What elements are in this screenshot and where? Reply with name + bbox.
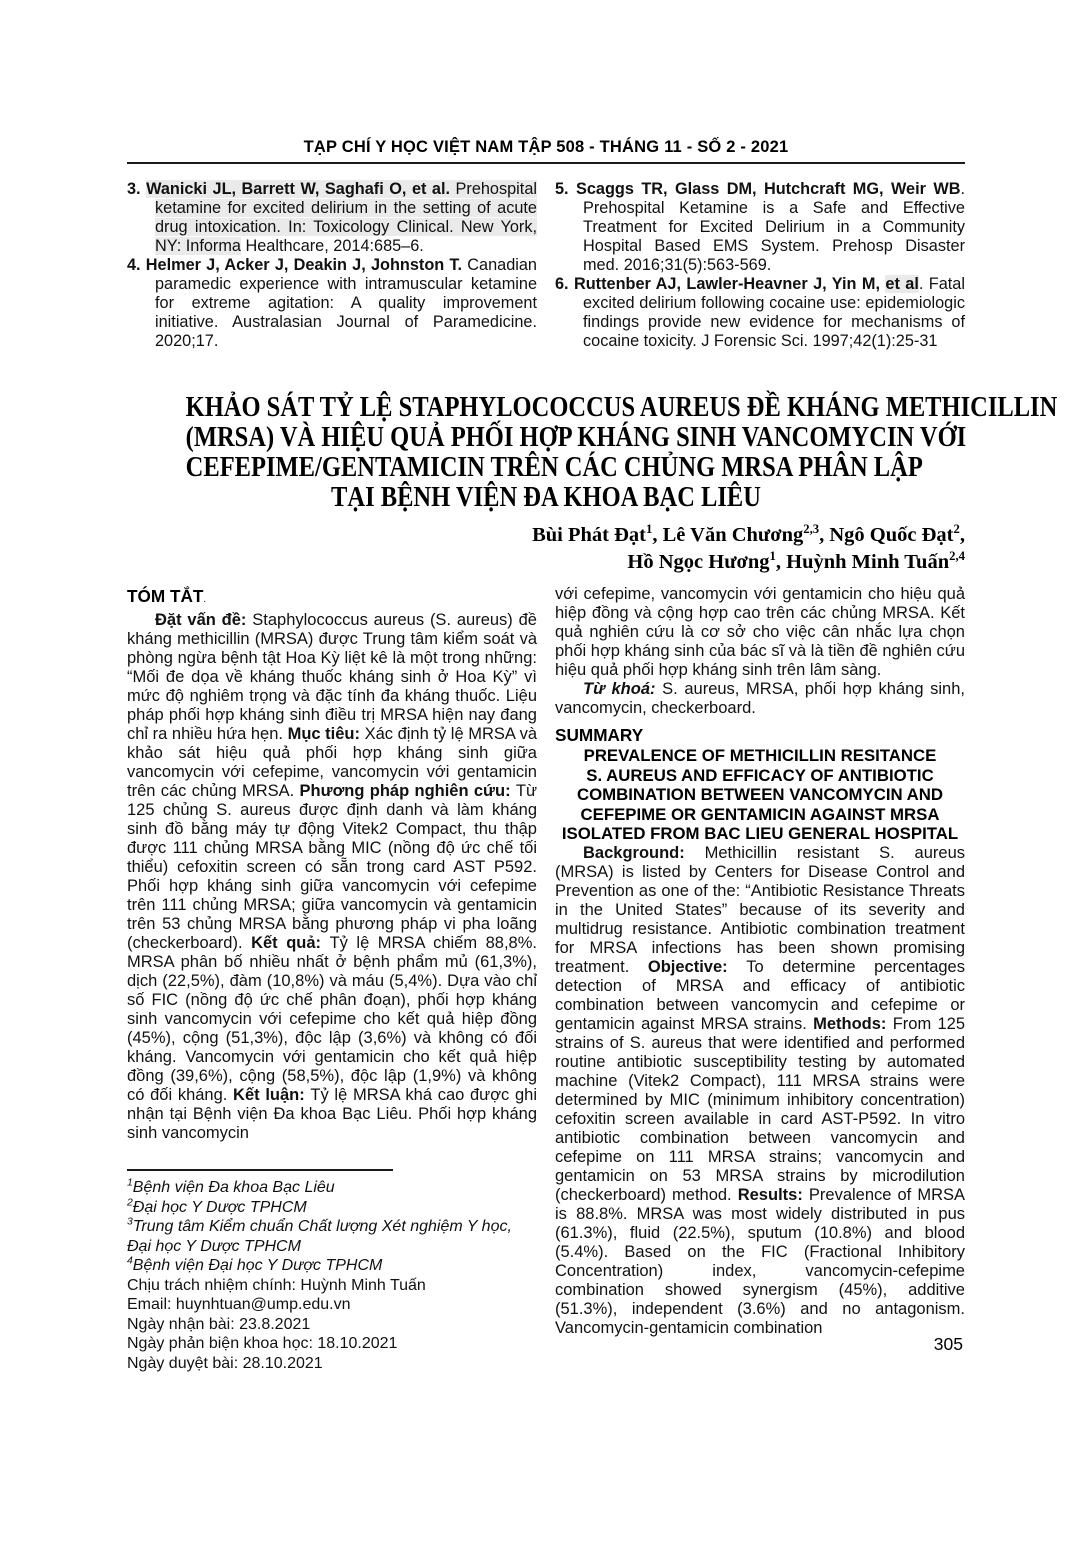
- text-segment: Background:: [583, 843, 705, 862]
- title-line: PREVALENCE OF METHICILLIN RESITANCE: [583, 746, 937, 765]
- abstract-paragraph: [127, 611, 537, 1143]
- footnote-line: [127, 1198, 537, 1218]
- author-line-1: [127, 522, 965, 549]
- summary-heading: SUMMARY: [555, 725, 644, 745]
- text-segment: Prehospital ketamine for excited delirium in the setting of acute drug intoxication. In: Toxicology Clinical. New York, NY: Informa: [155, 180, 537, 255]
- title-line: KHẢO SÁT TỶ LỆ STAPHYLOCOCCUS AUREUS ĐỀ KHÁNG METHICILLIN: [185, 392, 1058, 423]
- text-segment: Kết luận:: [233, 1086, 311, 1104]
- text-segment: Đặt vấn đề:: [155, 611, 253, 629]
- footnote-line: [127, 1276, 537, 1296]
- text-segment: Kết quả:: [251, 934, 330, 952]
- title-line: CEFEPIME OR GENTAMICIN AGAINST MRSA: [580, 804, 940, 824]
- text-segment: . Fatal excited delirium following cocaine use: epidemiologic findings provide new evidence for mechanisms of cocaine toxicity. J Forensic Sci. 1997;42(1):25-31: [583, 275, 965, 350]
- title-line: ISOLATED FROM BAC LIEU GENERAL HOSPITAL: [561, 824, 959, 843]
- text-segment: với cefepime, vancomycin với gentamicin cho hiệu quả hiệp đồng và cộng hợp cao trên các chủng MRSA. Kết quả nghiên cứu là cơ sở cho việc cân nhắc lựa chọn phối hợp kháng sinh của bác sĩ và là tiền đề nghiên cứu hiệu quả phối hợp kháng sinh trên lâm sàng.: [555, 585, 965, 679]
- abstract-heading-mark: .: [203, 594, 207, 605]
- footnote-line: [127, 1354, 537, 1374]
- text-segment: 2: [953, 522, 960, 537]
- text-segment: Từ khoá:: [583, 680, 663, 698]
- text-segment: Phương pháp nghiên cứu:: [299, 782, 516, 800]
- text-segment: Ngày nhận bài: 23.8.2021: [127, 1315, 311, 1333]
- text-segment: Ngày phản biện khoa học: 18.10.2021: [127, 1335, 398, 1352]
- footnote-line: [127, 1256, 537, 1276]
- body-left-column: [127, 585, 537, 1373]
- text-segment: . Prehospital Ketamine is a Safe and Effective Treatment for Excited Delirium in a Community Hospital Based EMS System. Prehosp Disaster med. 2016;31(5):563-569.: [583, 180, 966, 274]
- footnote-line: [127, 1178, 537, 1198]
- reference-number: 3.: [127, 180, 147, 198]
- text-segment: Scaggs TR, Glass DM, Hutchcraft MG, Weir WB: [576, 180, 961, 198]
- article-title: [127, 392, 1058, 513]
- reference-number: 5.: [555, 180, 576, 198]
- journal-header: [127, 138, 965, 164]
- article-body: [127, 585, 965, 1373]
- reference-item: [555, 275, 965, 351]
- references-left-column: [127, 180, 537, 351]
- text-segment: Ngày duyệt bài: 28.10.2021: [127, 1354, 323, 1372]
- text-segment: ,: [959, 524, 965, 546]
- reference-number: 4.: [127, 256, 146, 274]
- text-segment: Đại học Y Dược TPHCM: [132, 1198, 307, 1216]
- reference-item: [555, 180, 965, 275]
- title-line: (MRSA) VÀ HIỆU QUẢ PHỐI HỢP KHÁNG SINH VANCOMYCIN VỚI: [185, 422, 967, 453]
- footnote-line: [127, 1217, 537, 1256]
- text-segment: Wanicki JL, Barrett W, Saghafi O, et al.: [146, 180, 451, 198]
- text-segment: 2: [127, 1197, 133, 1209]
- journal-header-text: TẠP CHÍ Y HỌC VIỆT NAM TẬP 508 - THÁNG 11 - SỐ 2 - 2021: [303, 138, 789, 156]
- text-segment: et al: [885, 275, 919, 293]
- footnote-divider: [127, 1169, 393, 1171]
- text-segment: Tỷ lệ MRSA khá cao được ghi nhận tại Bệnh viện Đa khoa Bạc Liêu. Phối hợp kháng sinh vancomycin: [127, 1086, 537, 1142]
- text-segment: Results:: [737, 1185, 809, 1204]
- text-segment: , Ngô Quốc Đạt: [819, 524, 954, 546]
- text-segment: S. aureus, MRSA, phối hợp kháng sinh, vancomycin, checkerboard.: [555, 680, 965, 717]
- text-segment: Bệnh viện Đại học Y Dược TPHCM: [132, 1257, 383, 1274]
- keywords-paragraph: [555, 680, 965, 718]
- text-segment: 2,4: [949, 549, 965, 564]
- text-segment: Tỷ lệ MRSA chiếm 88,8%. MRSA phân bố nhiều nhất ở bệnh phẩm mủ (61,3%), dịch (22,5%), đàm (10,8%) và máu (5,4%). Dựa vào chỉ số FIC (nồng độ ức chế phân đoạn), phối hợp kháng sinh vancomycin với cefepime cho kết quả hiệp đồng (45%), cộng (51,3%), độc lập (3,6%) và không có đối kháng. Vancomycin với gentamicin cho kết quả hiệp đồng (39,6%), cộng (58,5%), độc lập (1,9%) và không có đối kháng.: [127, 934, 537, 1104]
- text-segment: Helmer J, Acker J, Deakin J, Johnston T.: [145, 256, 463, 274]
- text-segment: , Lê Văn Chương: [652, 524, 804, 546]
- reference-item: [127, 180, 537, 256]
- text-segment: To determine percentages detection of MRSA and efficacy of antibiotic combination between vancomycin and cefepime or gentamicin against MRSA strains.: [555, 957, 965, 1033]
- title-line: TẠI BỆNH VIỆN ĐA KHOA BẠC LIÊU: [331, 482, 761, 513]
- text-segment: Xác định tỷ lệ MRSA và khảo sát hiệu quả phối hợp kháng sinh giữa vancomycin với cefepime, vancomycin với gentamicin trên các chủng MRSA.: [127, 725, 537, 800]
- page-number: 305: [933, 1334, 963, 1354]
- references-section: [127, 180, 965, 351]
- summary-title: [555, 746, 965, 844]
- reference-item: [127, 256, 537, 351]
- text-segment: Canadian paramedic experience with intramuscular ketamine for extreme agitation: A quality improvement initiative. Australasian Journal of Paramedicine. 2020;17.: [155, 256, 537, 350]
- text-segment: Từ 125 chủng S. aureus được định danh và làm kháng sinh đồ bằng máy tự động Vitek2 Compact, thu thập được 111 chủng MRSA bằng MIC (nồng độ ức chế tối thiểu) cefoxitin screen có sẵn trong card AST P592. Phối hợp kháng sinh giữa vancomycin với cefepime trên 111 chủng MRSA; giữa vancomycin và gentamicin trên 53 chủng MRSA bằng phương pháp vi pha loãng (checkerboard).: [127, 782, 537, 952]
- text-segment: Methods:: [813, 1014, 893, 1033]
- body-right-column: [555, 585, 965, 1373]
- footnote-line: [127, 1334, 537, 1354]
- footnotes-block: [127, 1178, 537, 1373]
- references-right-column: [555, 180, 965, 351]
- text-segment: 2,3: [803, 522, 820, 537]
- text-segment: Chịu trách nhiệm chính: Huỳnh Minh Tuấn: [127, 1276, 426, 1294]
- text-segment: 4: [127, 1255, 133, 1267]
- text-segment: Hồ Ngọc Hương: [627, 551, 770, 573]
- text-segment: Mục tiêu:: [287, 725, 365, 743]
- text-segment: Healthcare, 2014:685–6.: [240, 237, 424, 255]
- text-segment: 1: [646, 522, 653, 537]
- abstract-heading: [127, 585, 537, 611]
- title-line: COMBINATION BETWEEN VANCOMYCIN AND: [576, 785, 944, 804]
- text-segment: 1: [769, 549, 776, 564]
- footnote-line: [127, 1295, 537, 1315]
- text-segment: Bệnh viện Đa khoa Bạc Liêu: [132, 1179, 335, 1196]
- text-segment: Prevalence of MRSA is 88.8%. MRSA was most widely distributed in pus (61.3%), fluid (22.5%), sputum (10.8%) and blood (5.4%). Based on the FIC (Fractional Inhibitory Concentration) index, vancomycin-cefepime combination showed synergism (45%), additive (51.3%), independent (3.6%) and no antagonism. Vancomycin-gentamicin combination: [555, 1185, 965, 1337]
- text-segment: Objective:: [647, 957, 747, 976]
- text-segment: , Huỳnh Minh Tuấn: [775, 551, 950, 573]
- text-segment: Methicillin resistant S. aureus (MRSA) is listed by Centers for Disease Control and Prevention as one of the: “Antibiotic Resistance Threats in the United States” because of its severity and multidrug resistance. Antibiotic combination treatment for MRSA infections has been shown promising treatment.: [555, 843, 965, 976]
- text-segment: From 125 strains of S. aureus that were identified and performed routine antibiotic susceptibility testing by automated machine (Vitek2 Compact), 111 MRSA strains were determined by MIC (minimum inhibitory concentration) cefoxitin screen available in card AST-P592. In vitro antibiotic combination between vancomycin and cefepime on 111 MRSA strains; vancomycin and gentamicin on 53 MRSA strains by microdilution (checkerboard) method.: [555, 1014, 965, 1204]
- text-segment: 3: [127, 1216, 133, 1228]
- text-segment: Ruttenber AJ, Lawler-Heavner J, Yin M,: [573, 275, 886, 293]
- text-segment: Trung tâm Kiểm chuẩn Chất lượng Xét nghiệm Y học, Đại học Y Dược TPHCM: [127, 1218, 512, 1255]
- text-segment: 1: [127, 1177, 133, 1189]
- title-line: CEFEPIME/GENTAMICIN TRÊN CÁC CHỦNG MRSA PHÂN LẬP: [185, 452, 923, 483]
- reference-number: 6.: [555, 275, 574, 293]
- abstract-heading-text: TÓM TẮT: [127, 586, 204, 606]
- footnote-line: [127, 1315, 537, 1335]
- text-segment: Email: huynhtuan@ump.edu.vn: [127, 1296, 351, 1313]
- article-authors: [127, 522, 965, 576]
- text-segment: Bùi Phát Đạt: [532, 524, 646, 546]
- text-segment: Staphylococcus aureus (S. aureus) đề kháng methicillin (MRSA) được Trung tâm kiểm soát và phòng ngừa bệnh tật Hoa Kỳ liệt kê là một trong những: “Mối đe dọa về kháng thuốc kháng sinh ở Hoa Kỳ” vì mức độ nghiêm trọng và đặc tính đa kháng thuốc. Liệu pháp phối hợp kháng sinh điều trị MRSA hiện nay đang chỉ ra nhiều hứa hẹn.: [127, 611, 537, 743]
- title-line: S. AUREUS AND EFFICACY OF ANTIBIOTIC: [586, 765, 934, 785]
- summary-paragraph: [555, 844, 965, 1338]
- author-line-2: [127, 549, 965, 576]
- abstract-continuation-paragraph: [555, 585, 965, 680]
